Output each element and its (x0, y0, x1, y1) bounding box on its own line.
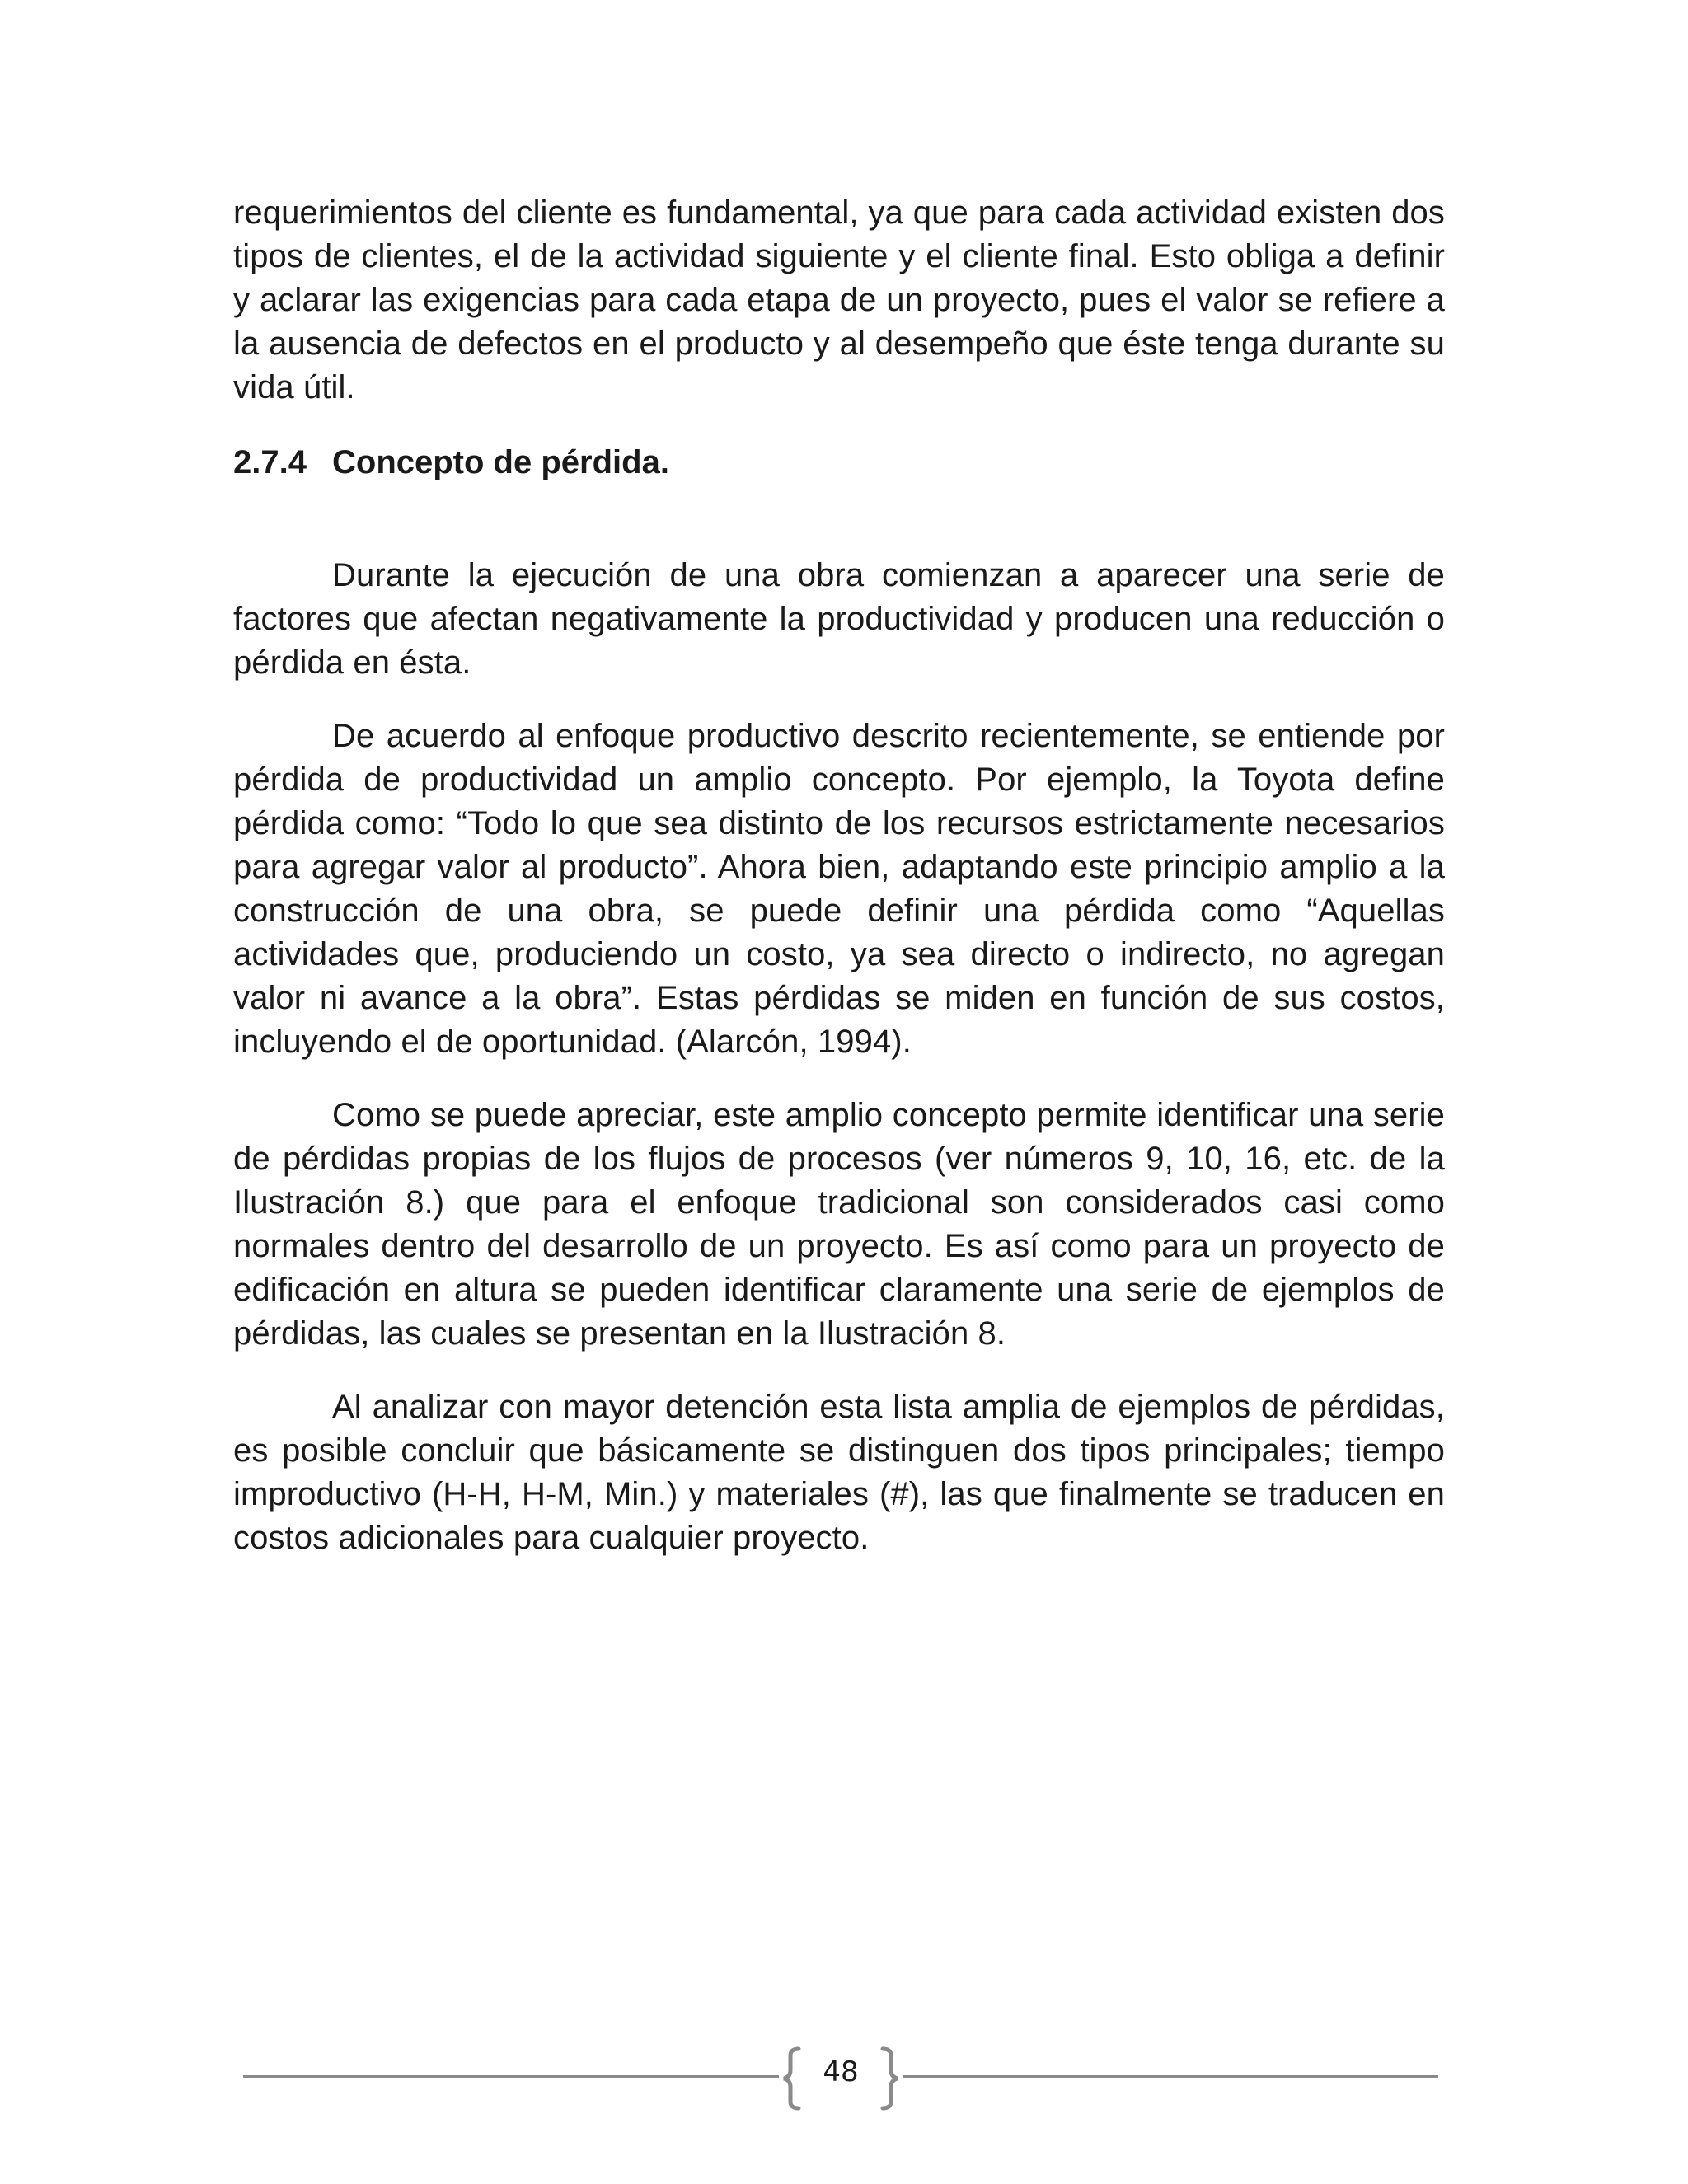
footer-rule-left (243, 2075, 779, 2078)
page-number-frame (779, 2046, 903, 2111)
page-footer (243, 2046, 1438, 2111)
paragraph-4: Al analizar con mayor detención esta lista amplia de ejemplos de pérdidas, es posible concluir que básicamente se distinguen dos tipos principales; tiempo improductivo (H-H, H-M, Min.) y materiales (#), las que finalmente se traducen en costos adicionales para cualquier proyecto. (233, 1389, 1445, 1556)
section-heading (233, 441, 1445, 485)
footer-rule-right (903, 2075, 1438, 2078)
page-number: 48 (823, 2055, 859, 2088)
section-number: 2.7.4 (233, 444, 307, 480)
paragraph-1: Durante la ejecución de una obra comienzan a aparecer una serie de factores que afectan negativamente la productividad y producen una reducción o pérdida en ésta. (233, 557, 1445, 681)
paragraph-intro: requerimientos del cliente es fundamental, ya que para cada actividad existen dos tipos de clientes, el de la actividad siguiente y el cliente final. Esto obliga a definir y aclarar las exigencias para cada etapa de un proyecto, pues el valor se refiere a la ausencia de defectos en el producto y al desempeño que éste tenga durante su vida útil. (233, 194, 1445, 405)
paragraph-3: Como se puede apreciar, este amplio concepto permite identificar una serie de pérdidas propias de los flujos de procesos (ver números 9, 10, 16, etc. de la Ilustración 8.) que para el enfoque tradicional son considerados casi como normales dentro del desarrollo de un proyecto. Es así como para un proyecto de edificación en altura se pueden identificar claramente una serie de ejemplos de pérdidas, las cuales se presentan en la Ilustración 8. (233, 1097, 1445, 1352)
section-title: Concepto de pérdida. (332, 444, 669, 480)
paragraph-2: De acuerdo al enfoque productivo descrito recientemente, se entiende por pérdida de productividad un amplio concepto. Por ejemplo, la Toyota define pérdida como: “Todo lo que sea distinto de los recursos estrictamente necesarios para agregar valor al producto”. Ahora bien, adaptando este principio amplio a la construcción de una obra, se puede definir una pérdida como “Aquellas actividades que, produciendo un costo, ya sea directo o indirecto, no agregan valor ni avance a la obra”. Estas pérdidas se miden en función de sus costos, incluyendo el de oportunidad. (Alarcón, 1994). (233, 718, 1445, 1060)
section-body (233, 554, 1445, 1560)
page-content (233, 191, 1445, 1590)
